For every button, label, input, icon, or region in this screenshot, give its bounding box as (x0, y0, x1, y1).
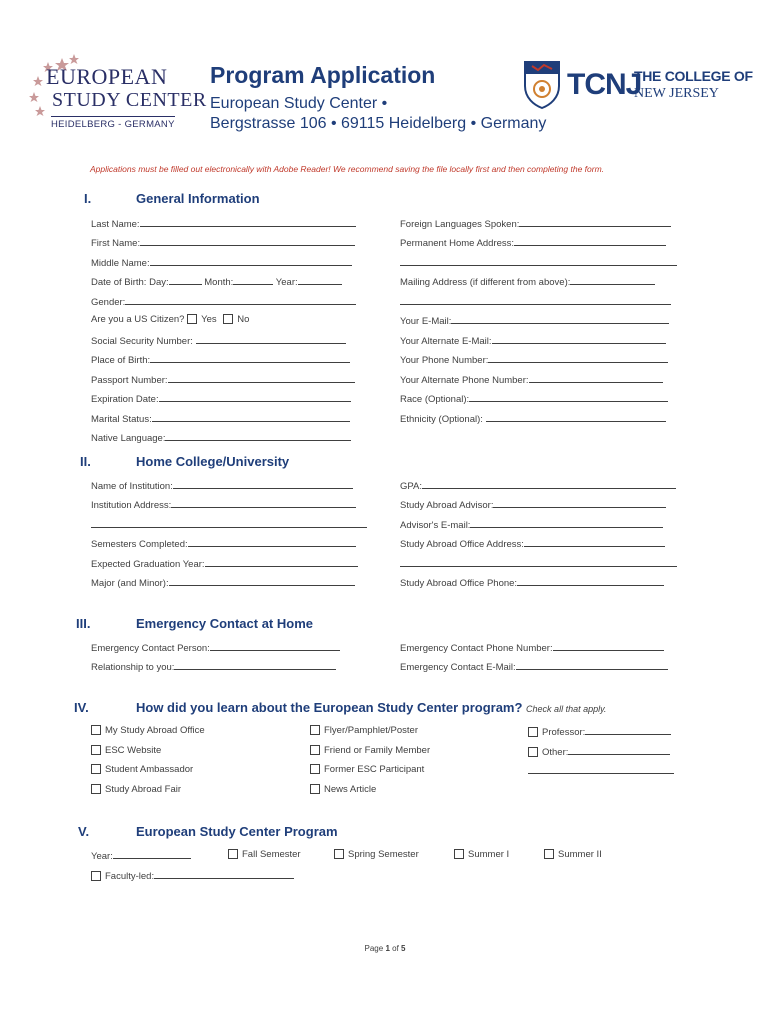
option-label: Student Ambassador (105, 764, 194, 775)
relationship-field[interactable] (91, 660, 336, 673)
esc-logo (26, 52, 207, 134)
option-label: Faculty-led: (105, 871, 155, 882)
year-field[interactable] (91, 849, 191, 862)
option-fall-semester[interactable] (228, 849, 301, 860)
ssn-field[interactable] (91, 334, 346, 347)
study-abroad-advisor-field[interactable] (400, 498, 666, 511)
option-label: My Study Abroad Office (105, 725, 205, 736)
alt-email-label: Your Alternate E-Mail: (400, 336, 492, 347)
ethnicity-field[interactable] (400, 412, 666, 425)
checkbox[interactable] (91, 725, 101, 735)
email-field[interactable] (400, 314, 669, 327)
us-citizen-question (91, 314, 249, 325)
no-label: No (237, 314, 250, 325)
tcnj-name-line1: THE COLLEGE OF (634, 68, 753, 84)
emergency-contact-person-field[interactable] (91, 641, 340, 654)
section-number: V. (78, 824, 90, 839)
how-learned-question: How did you learn about the European Study Center program? (136, 700, 523, 715)
logo-subtitle: HEIDELBERG - GERMANY (51, 116, 175, 130)
phone-label: Your Phone Number: (400, 355, 489, 366)
mailing-address-line2[interactable] (400, 295, 671, 308)
checkbox[interactable] (454, 849, 464, 859)
phone-field[interactable] (400, 353, 668, 366)
option-label: Friend or Family Member (324, 745, 431, 756)
page-prefix: Page (364, 944, 384, 953)
alt-email-field[interactable] (400, 334, 666, 347)
major-minor-field[interactable] (91, 576, 355, 589)
advisor-email-field[interactable] (400, 518, 663, 531)
email-label: Your E-Mail: (400, 316, 452, 327)
checkbox[interactable] (310, 764, 320, 774)
expiration-date-field[interactable] (91, 392, 351, 405)
office-address-field[interactable] (400, 537, 665, 550)
tcnj-name-line2: NEW JERSEY (634, 86, 719, 101)
contact-person-label: Emergency Contact Person: (91, 643, 210, 654)
checkbox[interactable] (310, 784, 320, 794)
tcnj-acronym: TCNJ (567, 68, 642, 101)
yes-label: Yes (201, 314, 217, 325)
native-language-field[interactable] (91, 431, 351, 444)
marital-label: Marital Status: (91, 414, 152, 425)
section-number: III. (76, 616, 91, 631)
birthplace-label: Place of Birth: (91, 355, 151, 366)
institution-name-label: Name of Institution: (91, 481, 173, 492)
option-flyer[interactable] (310, 725, 418, 736)
option-label: Other: (542, 747, 569, 758)
section-title-program: European Study Center Program (136, 824, 338, 839)
office-phone-field[interactable] (400, 576, 664, 589)
option-news-article[interactable] (310, 784, 376, 795)
passport-label: Passport Number: (91, 375, 168, 386)
checkbox[interactable] (310, 745, 320, 755)
date-of-birth-field[interactable] (91, 275, 342, 288)
passport-number-field[interactable] (91, 373, 355, 386)
foreign-languages-field[interactable] (400, 217, 671, 230)
middle-name-label: Middle Name: (91, 258, 150, 269)
option-summer-2[interactable] (544, 849, 602, 860)
graduation-year-field[interactable] (91, 557, 358, 570)
gpa-field[interactable] (400, 479, 676, 492)
institution-address-line2[interactable] (91, 518, 367, 531)
relationship-label: Relationship to you: (91, 662, 175, 673)
alt-phone-field[interactable] (400, 373, 663, 386)
checkbox[interactable] (91, 784, 101, 794)
option-professor[interactable] (528, 725, 671, 738)
checkbox[interactable] (91, 871, 101, 881)
native-language-label: Native Language: (91, 433, 166, 444)
section-title-home-college: Home College/University (136, 454, 290, 469)
page-number (0, 944, 770, 953)
contact-email-label: Emergency Contact E-Mail: (400, 662, 516, 673)
first-name-label: First Name: (91, 238, 141, 249)
checkbox[interactable] (544, 849, 554, 859)
option-former-participant[interactable] (310, 764, 424, 775)
section-number: I. (84, 191, 92, 206)
option-faculty-led[interactable] (91, 869, 294, 882)
mailing-address-label: Mailing Address (if different from above): (400, 277, 571, 288)
graduation-label: Expected Graduation Year: (91, 559, 205, 570)
option-label: Fall Semester (242, 849, 301, 860)
middle-name-field[interactable] (91, 256, 352, 269)
section-title-emergency: Emergency Contact at Home (136, 616, 313, 631)
checkbox[interactable] (91, 764, 101, 774)
option-label: ESC Website (105, 745, 162, 756)
logo-line2: STUDY CENTER (52, 89, 207, 111)
semesters-completed-field[interactable] (91, 537, 356, 550)
option-student-ambassador[interactable] (91, 764, 193, 775)
emergency-contact-email-field[interactable] (400, 660, 668, 673)
electronic-notice: Applications must be filled out electronically with Adobe Reader! We recommend saving the file locally first and then completing the form. (90, 164, 605, 174)
option-summer-1[interactable] (454, 849, 509, 860)
year-label: Year: (91, 851, 113, 862)
us-citizen-label: Are you a US Citizen? (91, 314, 185, 325)
race-field[interactable] (400, 392, 668, 405)
other-line2[interactable] (528, 764, 674, 777)
current-page: 1 (385, 944, 390, 953)
total-pages: 5 (401, 944, 406, 953)
page-of: of (392, 944, 399, 953)
option-esc-website[interactable] (91, 745, 161, 756)
option-label: Spring Semester (348, 849, 419, 860)
gpa-label: GPA: (400, 481, 422, 492)
address-line2: Bergstrasse 106 • 69115 Heidelberg • Germany (210, 115, 547, 132)
address-line1: European Study Center • (210, 95, 388, 112)
checkbox[interactable] (91, 745, 101, 755)
checkbox[interactable] (310, 725, 320, 735)
option-label: Summer II (558, 849, 602, 860)
option-label: Professor: (542, 727, 586, 738)
alt-phone-label: Your Alternate Phone Number: (400, 375, 529, 386)
option-study-abroad-office[interactable] (91, 725, 205, 736)
contact-phone-label: Emergency Contact Phone Number: (400, 643, 553, 654)
dob-month-label: Month: (204, 277, 234, 288)
option-label: Study Abroad Fair (105, 784, 182, 795)
ssn-label: Social Security Number: (91, 336, 193, 347)
permanent-address-label: Permanent Home Address: (400, 238, 515, 249)
mailing-address-field[interactable] (400, 275, 655, 288)
semesters-label: Semesters Completed: (91, 539, 188, 550)
expiration-label: Expiration Date: (91, 394, 159, 405)
ethnicity-label: Ethnicity (Optional): (400, 414, 483, 425)
advisor-label: Study Abroad Advisor: (400, 500, 494, 511)
emergency-contact-phone-field[interactable] (400, 641, 664, 654)
page-title: Program Application (210, 62, 436, 88)
no-checkbox[interactable] (223, 314, 233, 324)
option-friend[interactable] (310, 745, 430, 756)
permanent-address-field[interactable] (400, 236, 666, 249)
marital-status-field[interactable] (91, 412, 350, 425)
institution-address-label: Institution Address: (91, 500, 172, 511)
office-address-label: Study Abroad Office Address: (400, 539, 524, 550)
shield-icon (522, 58, 562, 110)
advisor-email-label: Advisor's E-mail: (400, 520, 471, 531)
gender-label: Gender: (91, 297, 126, 308)
institution-address-field[interactable] (91, 498, 356, 511)
office-address-line2[interactable] (400, 557, 677, 570)
checkbox[interactable] (528, 747, 538, 757)
checkbox[interactable] (228, 849, 238, 859)
option-label: Former ESC Participant (324, 764, 425, 775)
checkbox[interactable] (334, 849, 344, 859)
section-number: II. (80, 454, 91, 469)
office-phone-label: Study Abroad Office Phone: (400, 578, 518, 589)
tcnj-logo (522, 58, 753, 110)
permanent-address-line2[interactable] (400, 256, 677, 269)
logo-line1: EUROPEAN (46, 64, 168, 89)
section-title-general: General Information (136, 191, 260, 206)
place-of-birth-field[interactable] (91, 353, 350, 366)
last-name-label: Last Name: (91, 219, 140, 230)
option-label: Summer I (468, 849, 510, 860)
option-other[interactable] (528, 745, 670, 758)
option-study-abroad-fair[interactable] (91, 784, 181, 795)
check-all-note: Check all that apply. (526, 704, 607, 714)
option-label: News Article (324, 784, 377, 795)
institution-name-field[interactable] (91, 479, 353, 492)
dob-day-label: Date of Birth: Day: (91, 277, 169, 288)
major-label: Major (and Minor): (91, 578, 169, 589)
yes-checkbox[interactable] (187, 314, 197, 324)
option-spring-semester[interactable] (334, 849, 419, 860)
option-label: Flyer/Pamphlet/Poster (324, 725, 418, 736)
foreign-languages-label: Foreign Languages Spoken: (400, 219, 520, 230)
gender-field[interactable] (91, 295, 356, 308)
first-name-field[interactable] (91, 236, 355, 249)
section-title-how-learned (136, 700, 606, 715)
checkbox[interactable] (528, 727, 538, 737)
section-number: IV. (74, 700, 89, 715)
last-name-field[interactable] (91, 217, 356, 230)
race-label: Race (Optional): (400, 394, 470, 405)
dob-year-label: Year: (275, 277, 298, 288)
